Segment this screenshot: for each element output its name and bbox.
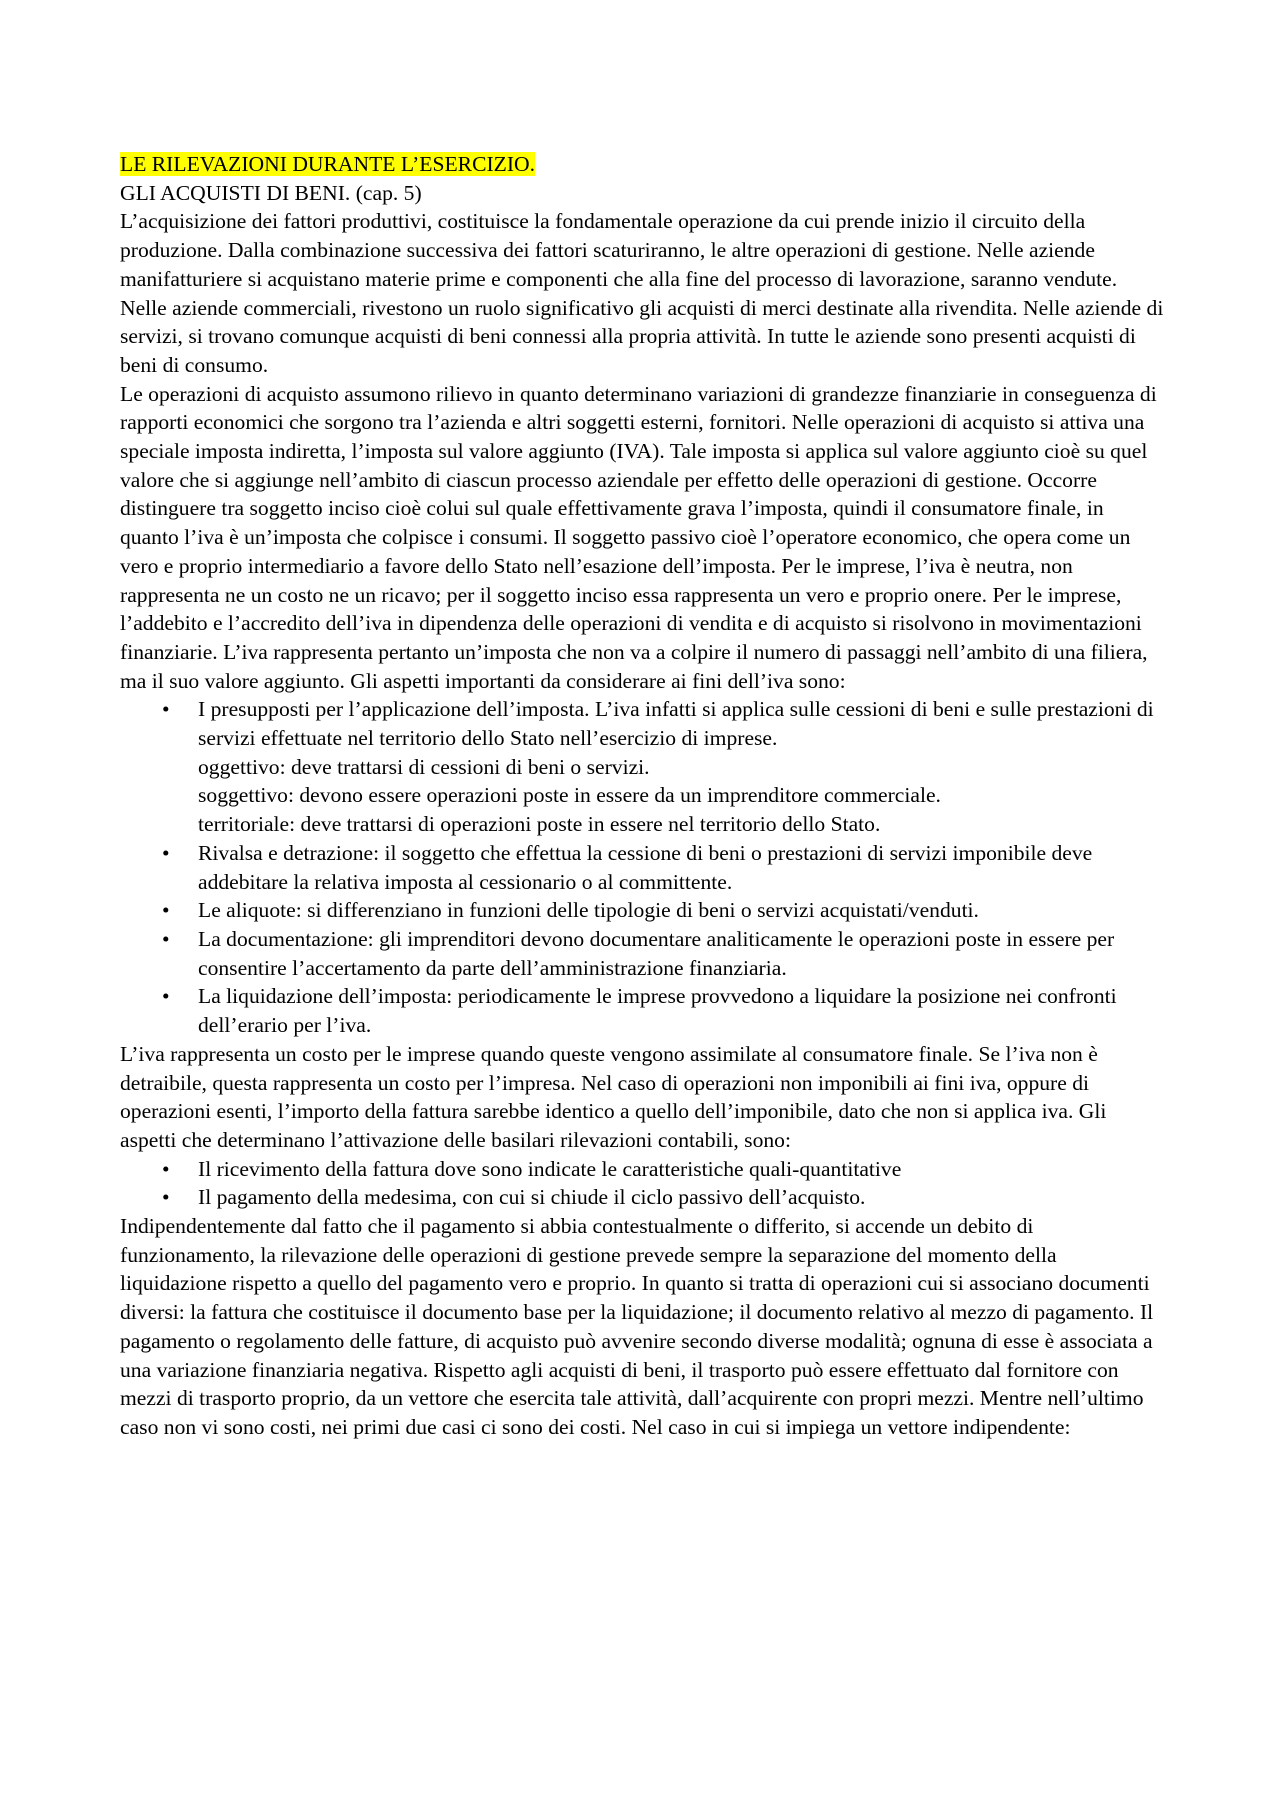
list-item-text: Il pagamento della medesima, con cui si chiude il ciclo passivo dell’acquisto. — [198, 1185, 866, 1210]
bullet-icon: • — [162, 1156, 170, 1181]
list-item-text: Le aliquote: si differenziano in funzioni delle tipologie di beni o servizi acquistati/venduti. — [198, 898, 979, 923]
paragraph-payment: Indipendentemente dal fatto che il pagamento si abbia contestualmente o differito, si accende un debito di funzionamento, la rilevazione delle operazioni di gestione prevede sempre la separazione del momento della liquidazione rispetto a quello del pagamento vero e proprio. In quanto si tratta di operazioni cui si associano documenti diversi: la fattura che costituisce il documento base per la liquidazione; il documento relativo al mezzo di pagamento. Il pagamento o regolamento delle fatture, di acquisto può avvenire secondo diverse modalità; ognuna di esse è associata a una variazione finanziaria negativa. Rispetto agli acquisti di beni, il trasporto può essere effettuato dal fornitore con mezzi di trasporto proprio, da un vettore che esercita tale attività, dall’acquirente con propri mezzi. Mentre nell’ultimo caso non vi sono costi, nei primi due casi ci sono dei costi. Nel caso in cui si impiega un vettore indipendente: — [120, 1214, 1154, 1439]
paragraph-iva-cost: L’iva rappresenta un costo per le imprese quando queste vengono assimilate al consumatore finale. Se l’iva non è detraibile, questa rappresenta un costo per l’impresa. Nel caso di operazioni non imponibili ai fini iva, oppure di operazioni esenti, l’importo della fattura sarebbe identico a quello dell’imponibile, dato che non si applica iva. Gli aspetti che determinano l’attivazione delle basilari rilevazioni contabili, sono: — [120, 1041, 1107, 1152]
list-item — [120, 896, 1165, 925]
list-item-text: I presupposti per l’applicazione dell’imposta. L’iva infatti si applica sulle cessioni di beni e sulle prestazioni di servizi effettuate nel territorio dello Stato nell’esercizio di imprese. — [198, 697, 1154, 751]
sub-item-text: soggettivo: devono essere operazioni poste in essere da un imprenditore commerciale. — [198, 783, 941, 808]
paragraph-iva: Le operazioni di acquisto assumono rilievo in quanto determinano variazioni di grandezze finanziarie in conseguenza di rapporti economici che sorgono tra l’azienda e altri soggetti esterni, fornitori. Nelle operazioni di acquisto si attiva una speciale imposta indiretta, l’imposta sul valore aggiunto (IVA). Tale imposta si applica sul valore aggiunto cioè su quel valore che si aggiunge nell’ambito di ciascun processo aziendale per effetto delle operazioni di gestione. Occorre distinguere tra soggetto inciso cioè colui sul quale effettivamente grava l’imposta, quindi il consumatore finale, in quanto l’iva è un’imposta che colpisce i consumi. Il soggetto passivo cioè l’operatore economico, che opera come un vero e proprio intermediario a favore dello Stato nell’esazione dell’imposta. Per le imprese, l’iva è neutra, non rappresenta ne un costo ne un ricavo; per il soggetto inciso essa rappresenta un vero e proprio onere. Per le imprese, l’addebito e l’accredito dell’iva in dipendenza delle operazioni di vendita e di acquisto si risolvono in movimentazioni finanziarie. L’iva rappresenta pertanto un’imposta che non va a colpire il numero di passaggi nell’ambito di una filiera, ma il suo valore aggiunto. Gli aspetti importanti da considerare ai fini dell’iva sono: — [120, 381, 1157, 693]
bullet-icon: • — [162, 840, 170, 865]
list-item — [120, 1155, 1165, 1184]
iva-aspects-list — [120, 695, 1165, 1039]
document-page — [120, 150, 1165, 1442]
bullet-icon: • — [162, 926, 170, 951]
paragraph-intro: L’acquisizione dei fattori produttivi, costituisce la fondamentale operazione da cui prende inizio il circuito della produzione. Dalla combinazione successiva dei fattori scaturiranno, le altre operazioni di gestione. Nelle aziende manifatturiere si acquistano materie prime e componenti che alla fine del processo di lavorazione, saranno vendute. Nelle aziende commerciali, rivestono un ruolo significativo gli acquisti di merci destinate alla rivendita. Nelle aziende di servizi, si trovano comunque acquisti di beni connessi alla propria attività. In tutte le aziende sono presenti acquisti di beni di consumo. — [120, 209, 1164, 377]
sub-item-text: oggettivo: deve trattarsi di cessioni di beni o servizi. — [198, 754, 650, 779]
list-item — [120, 982, 1165, 1039]
bullet-icon: • — [162, 697, 170, 722]
list-item — [120, 925, 1165, 982]
list-item-text: La documentazione: gli imprenditori devono documentare analiticamente le operazioni poste in essere per consentire l’accertamento da parte dell’amministrazione finanziaria. — [198, 926, 1115, 980]
document-title: LE RILEVAZIONI DURANTE L’ESERCIZIO. — [120, 152, 536, 176]
list-item-text: La liquidazione dell’imposta: periodicamente le imprese provvedono a liquidare la posizione nei confronti dell’erario per l’iva. — [198, 984, 1117, 1038]
list-item-text: Rivalsa e detrazione: il soggetto che effettua la cessione di beni o prestazioni di servizi imponibile deve addebitare la relativa imposta al cessionario o al committente. — [198, 840, 1093, 894]
list-item — [120, 839, 1165, 896]
bullet-icon: • — [162, 1185, 170, 1210]
document-subtitle: GLI ACQUISTI DI BENI. (cap. 5) — [120, 180, 422, 205]
sub-item-text: territoriale: deve trattarsi di operazioni poste in essere nel territorio dello Stato. — [198, 812, 881, 837]
list-item-text: Il ricevimento della fattura dove sono indicate le caratteristiche quali-quantitative — [198, 1156, 902, 1181]
bullet-icon: • — [162, 984, 170, 1009]
list-item — [120, 1183, 1165, 1212]
accounting-aspects-list — [120, 1155, 1165, 1212]
bullet-icon: • — [162, 898, 170, 923]
title-line — [120, 150, 1165, 179]
list-item — [120, 695, 1165, 839]
